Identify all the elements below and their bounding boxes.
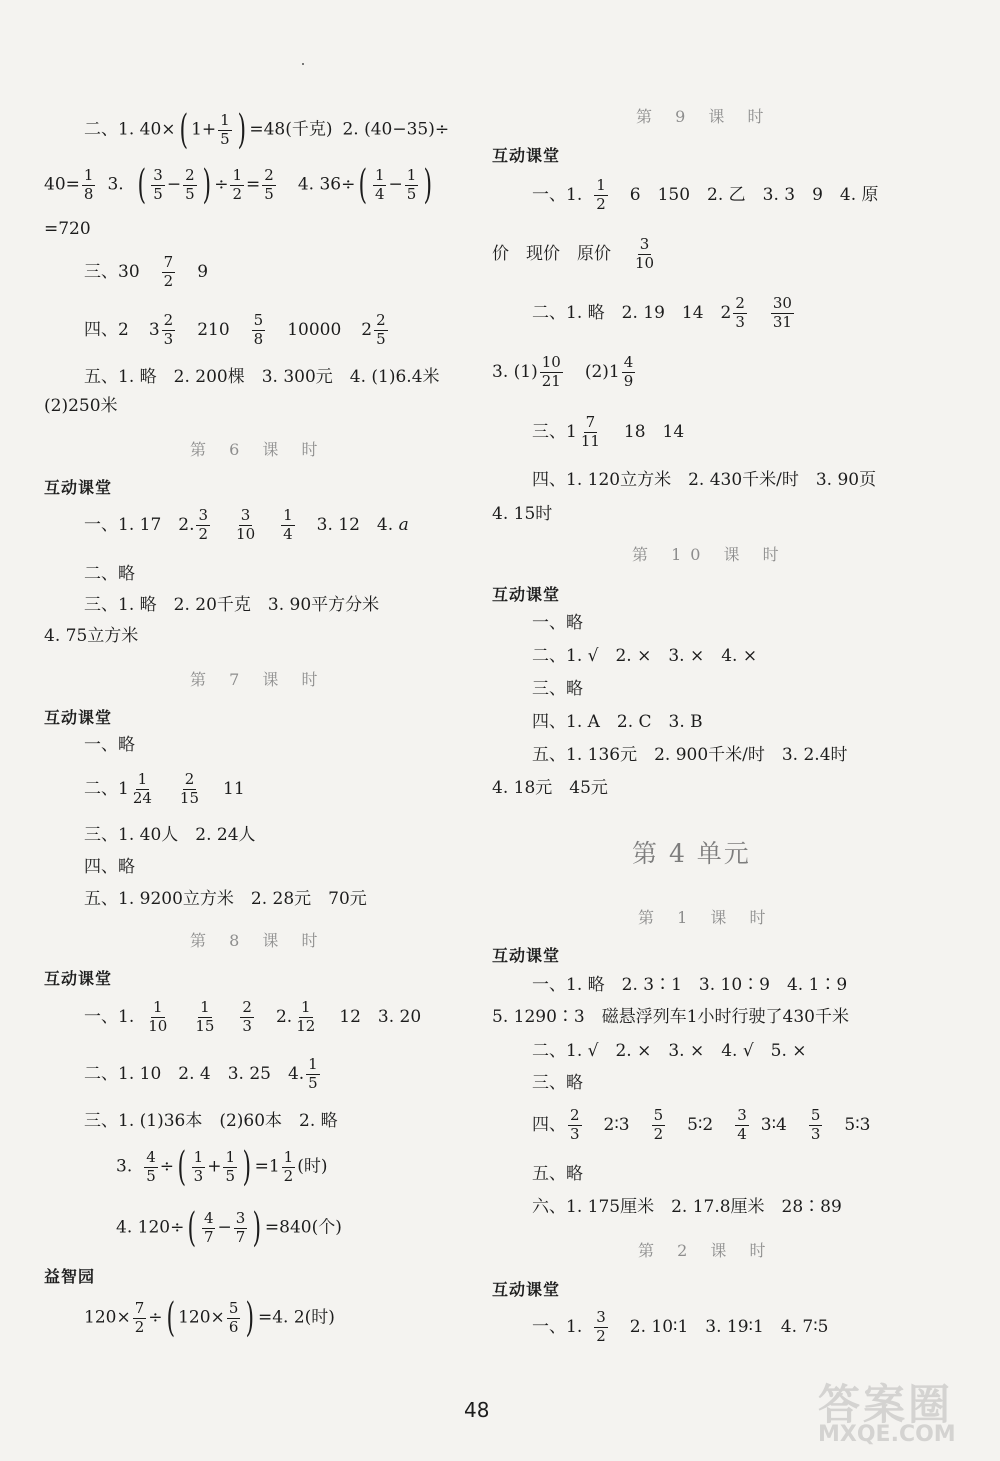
- fraction: $\frac{1}{5}$: [225, 1147, 235, 1185]
- speck: [302, 63, 304, 65]
- answer-line: 五、1. 略 2. 200棵 3. 300元 4. (1)6.4米: [84, 367, 440, 387]
- answer-line: =720: [44, 219, 91, 239]
- section-title: 互动课堂: [44, 478, 113, 497]
- fraction: $\frac{3}{2}$: [596, 1308, 606, 1345]
- lesson-heading: 第 8 课 时: [190, 931, 327, 950]
- answer-line: 一、1. 略 2. 3∶1 3. 10∶9 4. 1∶9: [532, 975, 848, 995]
- answer-line: 五、1. 136元 2. 900千米/时 3. 2.4时: [532, 745, 848, 765]
- fraction: $\frac{3}{4}$: [737, 1106, 747, 1143]
- fraction: $\frac{1}{15}$: [195, 998, 215, 1035]
- answer-line: 二、1. √ 2. × 3. × 4. √ 5. ×: [532, 1041, 807, 1061]
- answer-line: 三、1. (1)36本 (2)60本 2. 略: [84, 1111, 338, 1131]
- fraction: $\frac{2}{5}$: [185, 165, 195, 203]
- section-title: 益智园: [44, 1267, 96, 1286]
- fraction: $\frac{1}{5}$: [308, 1055, 318, 1092]
- answer-line: 四、1. A 2. C 3. B: [532, 712, 703, 732]
- fraction: $\frac{1}{12}$: [296, 998, 316, 1035]
- page-number: 48: [464, 1398, 490, 1422]
- answer-line: 4. 15时: [492, 504, 553, 524]
- fraction: $\frac{1}{2}$: [232, 165, 243, 203]
- answer-line: 一、1. 17 2. $\frac{3}{2}$ $\frac{3}{10}$ $\frac{1}{4}$ 3. 12 4. a: [84, 506, 409, 543]
- fraction: $\frac{7}{2}$: [134, 1298, 145, 1336]
- fraction: $\frac{1}{24}$: [132, 770, 152, 807]
- fraction: $\frac{1}{4}$: [283, 506, 293, 543]
- answer-line: 四、2 3 $\frac{2}{3}$ 210 $\frac{5}{8}$ 10000 2 $\frac{2}{5}$: [84, 311, 386, 348]
- fraction: $\frac{1}{5}$: [406, 165, 417, 203]
- lesson-heading: 第 2 课 时: [638, 1241, 775, 1260]
- answer-line: 三、30 $\frac{7}{2}$ 9: [84, 253, 209, 290]
- section-title: 互动课堂: [44, 969, 113, 988]
- fraction: $\frac{7}{11}$: [580, 413, 600, 450]
- section-title: 互动课堂: [492, 146, 561, 165]
- fraction: $\frac{30}{31}$: [772, 294, 792, 331]
- fraction: $\frac{3}{7}$: [235, 1208, 246, 1246]
- fraction: $\frac{1}{2}$: [283, 1147, 294, 1185]
- section-title: 互动课堂: [492, 585, 561, 604]
- answer-line: 四、 $\frac{2}{3}$ 2∶3 $\frac{5}{2}$ 5∶2 $\frac{3}{4}$ 3∶4 $\frac{5}{3}$ 5∶3: [532, 1106, 871, 1143]
- fraction: $\frac{4}{7}$: [203, 1208, 214, 1246]
- answer-line: 40= $\frac{1}{8}$ 3. ( $\frac{3}{5}$ − $\frac{2}{5}$ ) ÷ $\frac{1}{2}$ = $\frac{2}{5}$ 4. 36÷( $\frac{1}{4}$ − $\frac{1}{5}$ ): [44, 162, 433, 208]
- fraction: $\frac{7}{2}$: [163, 253, 174, 290]
- fraction: $\frac{2}{5}$: [376, 311, 386, 348]
- fraction: $\frac{5}{2}$: [653, 1106, 664, 1143]
- section-title: 互动课堂: [492, 1280, 561, 1299]
- answer-line: 三、略: [532, 679, 583, 699]
- answer-line: 3. $\frac{4}{5}$ ÷( $\frac{1}{3}$ + $\frac{1}{5}$ ) =1 $\frac{1}{2}$ (时): [116, 1144, 328, 1190]
- answer-line: 四、略: [84, 857, 135, 877]
- fraction: $\frac{3}{2}$: [198, 506, 209, 543]
- answer-line: 四、1. 120立方米 2. 430千米/时 3. 90页: [532, 470, 877, 490]
- fraction: $\frac{1}{3}$: [193, 1147, 204, 1185]
- lesson-heading: 第 7 课 时: [190, 670, 327, 689]
- answer-line: 120× $\frac{7}{2}$ ÷( 120× $\frac{5}{6}$ ) =4. 2(时): [84, 1295, 335, 1341]
- lesson-heading: 第 1 课 时: [638, 908, 775, 927]
- answer-line: 一、略: [532, 613, 583, 633]
- answer-line: 一、1. $\frac{1}{2}$ 6 150 2. 乙 3. 3 9 4. 原: [532, 176, 879, 213]
- fraction: $\frac{10}{21}$: [541, 353, 561, 390]
- fraction: $\frac{1}{5}$: [220, 110, 230, 148]
- fraction: $\frac{3}{10}$: [236, 506, 256, 543]
- fraction: $\frac{1}{8}$: [83, 165, 94, 203]
- answer-line: 4. 18元 45元: [492, 778, 608, 798]
- unit-heading: 第 4 单元: [632, 839, 751, 868]
- answer-line: 3. (1) $\frac{10}{21}$ (2)1 $\frac{4}{9}$: [492, 353, 634, 390]
- answer-line: 一、1. $\frac{3}{2}$ 2. 10∶1 3. 19∶1 4. 7∶5: [532, 1308, 829, 1345]
- answer-line: 五、略: [532, 1164, 583, 1184]
- answer-line: 二、1. 10 2. 4 3. 25 4. $\frac{1}{5}$: [84, 1055, 318, 1092]
- answer-line: 5. 1290∶3 磁悬浮列车1小时行驶了430千米: [492, 1007, 849, 1027]
- fraction: $\frac{2}{3}$: [735, 294, 745, 331]
- fraction: $\frac{2}{3}$: [242, 998, 252, 1035]
- fraction: $\frac{2}{3}$: [570, 1106, 580, 1143]
- answer-line: 二、1. √ 2. × 3. × 4. ×: [532, 646, 758, 666]
- watermark-logo: 答案圈 MXQE.COM: [818, 1380, 956, 1447]
- answer-line: 4. 75立方米: [44, 626, 139, 646]
- fraction: $\frac{5}{6}$: [228, 1298, 239, 1336]
- answer-line: 六、1. 175厘米 2. 17.8厘米 28∶89: [532, 1197, 842, 1217]
- fraction: $\frac{4}{5}$: [146, 1147, 156, 1185]
- fraction: $\frac{1}{10}$: [148, 998, 168, 1035]
- answer-line: 三、1. 40人 2. 24人: [84, 825, 256, 845]
- fraction: $\frac{3}{10}$: [635, 235, 655, 272]
- answer-line: 二、略: [84, 564, 135, 584]
- fraction: $\frac{4}{9}$: [623, 353, 634, 390]
- fraction: $\frac{2}{3}$: [163, 311, 174, 348]
- lesson-heading: 第 10 课 时: [632, 545, 788, 564]
- section-title: 互动课堂: [44, 708, 113, 727]
- answer-line: 三、1 $\frac{7}{11}$ 18 14: [532, 413, 685, 450]
- answer-line: 三、略: [532, 1073, 583, 1093]
- lesson-heading: 第 9 课 时: [636, 107, 773, 126]
- answer-line: 一、略: [84, 735, 135, 755]
- answer-line: (2)250米: [44, 396, 118, 416]
- answer-line: 4. 120÷( $\frac{4}{7}$ − $\frac{3}{7}$ ) =840(个): [116, 1205, 342, 1251]
- fraction: $\frac{1}{2}$: [596, 176, 606, 213]
- answer-line: 价 现价 原价 $\frac{3}{10}$: [492, 235, 655, 272]
- fraction: $\frac{1}{4}$: [374, 165, 385, 203]
- answer-line: 一、1. $\frac{1}{10}$ $\frac{1}{15}$ $\frac{2}{3}$ 2. $\frac{1}{12}$ 12 3. 20: [84, 998, 422, 1035]
- fraction: $\frac{5}{8}$: [253, 311, 264, 348]
- answer-line: 五、1. 9200立方米 2. 28元 70元: [84, 889, 367, 909]
- answer-line: 二、1. 略 2. 19 14 2 $\frac{2}{3}$ $\frac{30}{31}$: [532, 294, 792, 331]
- answer-line: 三、1. 略 2. 20千克 3. 90平方分米: [84, 595, 380, 615]
- fraction: $\frac{5}{3}$: [810, 1106, 821, 1143]
- fraction: $\frac{2}{15}$: [179, 770, 200, 807]
- answer-line: 二、1 $\frac{1}{24}$ $\frac{2}{15}$ 11: [84, 770, 245, 807]
- fraction: $\frac{3}{5}$: [153, 165, 163, 203]
- fraction: $\frac{2}{5}$: [264, 165, 274, 203]
- lesson-heading: 第 6 课 时: [190, 440, 327, 459]
- section-title: 互动课堂: [492, 946, 561, 965]
- answer-line: 二、1. 40×( 1+ $\frac{1}{5}$ ) =48(千克) 2. (40−35)÷: [84, 107, 450, 153]
